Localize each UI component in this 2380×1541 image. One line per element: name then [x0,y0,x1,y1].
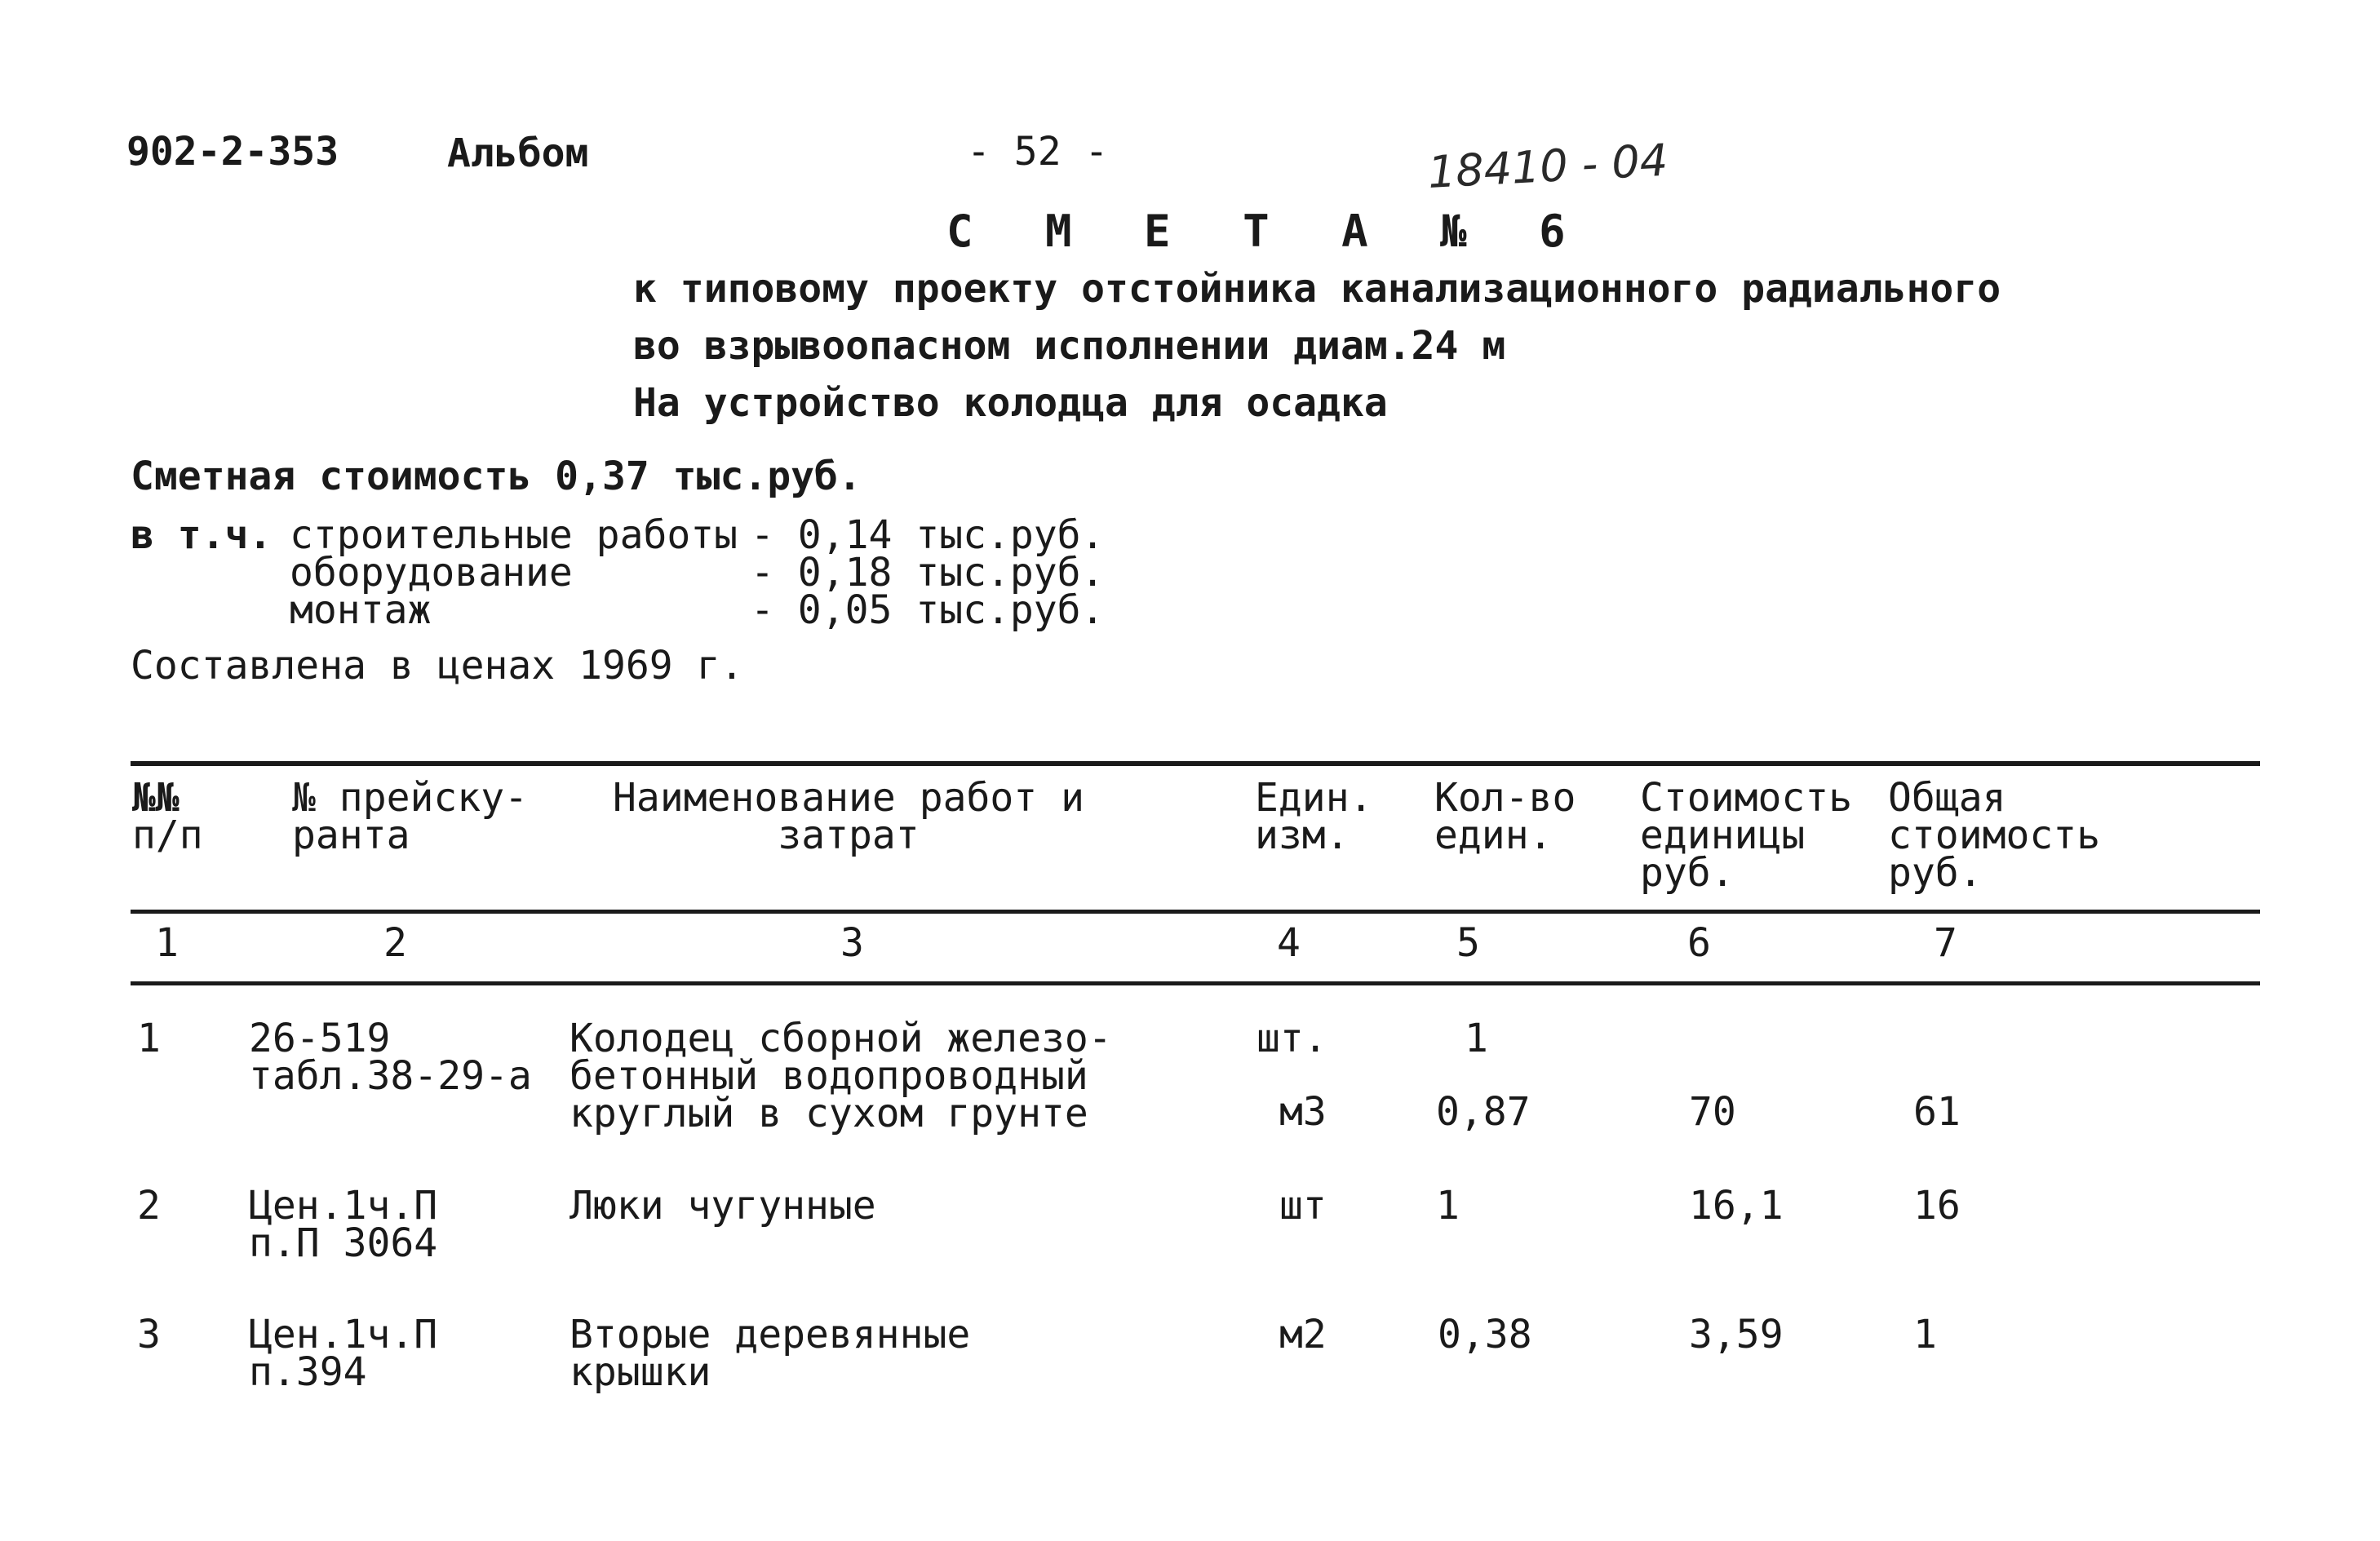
title-line-2: во взрывоопасном исполнении диам.24 м [633,323,1506,369]
header-unit-cost-2: единицы [1640,813,1806,858]
header-name-2: затрат [778,813,920,858]
row-name: Колодец сборной железо- [570,1016,1112,1061]
row-num: 2 [137,1183,161,1229]
prices-note: Составлена в ценах 1969 г. [131,643,744,689]
header-name-1: Наименование работ и [613,775,1084,821]
row-name: крышки [570,1349,711,1395]
header-unit-cost-3: руб. [1640,850,1735,896]
row-qty: 1 [1465,1016,1488,1061]
table-top-rule [131,761,2260,766]
header-total-cost-1: Общая [1888,775,2006,821]
total-cost: Сметная стоимость 0,37 тыс.руб. [131,454,862,499]
title-line-3: На устройство колодца для осадка [633,380,1388,426]
table-numbers-rule [131,981,2260,985]
column-number: 1 [155,920,179,966]
row-price-ref: п.П 3064 [249,1220,438,1266]
header-total-cost-3: руб. [1888,850,1983,896]
row-unit-cost: 3,59 [1689,1312,1784,1357]
row-unit: м3 [1279,1089,1327,1135]
column-number: 3 [840,920,864,966]
row-num: 1 [137,1016,161,1061]
including-label: в т.ч. [131,512,273,558]
album-label: Альбом [447,131,589,176]
row-qty: 0,87 [1436,1089,1531,1135]
row-qty: 1 [1436,1183,1460,1229]
summary-item-value: - 0,14 тыс.руб. [751,512,1105,558]
page-title: С М Е Т А № 6 [946,206,1589,257]
row-name: Люки чугунные [570,1183,876,1229]
row-unit: шт. [1256,1016,1327,1061]
row-name: круглый в сухом грунте [570,1091,1088,1136]
table-header-rule [131,910,2260,914]
row-unit-cost: 70 [1689,1089,1736,1135]
header-unit-2: изм. [1255,813,1350,858]
column-number: 7 [1934,920,1957,966]
summary-item-label: строительные работы [290,512,738,558]
header-unit-1: Един. [1255,775,1373,821]
summary-item-label: монтаж [290,587,432,633]
row-num: 3 [137,1312,161,1357]
row-unit: шт [1279,1183,1327,1229]
header-price-ref-2: ранта [292,813,410,858]
row-qty: 0,38 [1438,1312,1532,1357]
header-qty-2: един. [1434,813,1553,858]
row-name: Вторые деревянные [570,1312,971,1357]
row-total-cost: 61 [1913,1089,1961,1135]
page-number: - 52 - [967,129,1109,175]
row-total-cost: 1 [1913,1312,1937,1357]
column-number: 6 [1687,920,1711,966]
document-code: 902-2-353 [126,129,339,175]
summary-item-value: - 0,18 тыс.руб. [751,550,1105,596]
header-price-ref-1: № прейску- [292,775,528,821]
title-line-1: к типовому проекту отстойника канализационного радиального [633,266,2001,312]
header-qty-1: Кол-во [1434,775,1576,821]
row-total-cost: 16 [1913,1183,1961,1229]
row-price-ref: Цен.1ч.П [249,1312,438,1357]
handwritten-number: 18410 - 04 [1426,134,1669,198]
column-number: 4 [1277,920,1301,966]
header-num-2: п/п [132,813,203,858]
summary-item-label: оборудование [290,550,573,596]
row-name: бетонный водопроводный [570,1053,1088,1099]
row-unit: м2 [1279,1312,1327,1357]
column-number: 5 [1456,920,1480,966]
summary-item-value: - 0,05 тыс.руб. [751,587,1105,633]
column-number: 2 [383,920,407,966]
row-price-ref: п.394 [249,1349,367,1395]
header-num-1: №№ [132,775,179,821]
header-total-cost-2: стоимость [1888,813,2101,858]
header-unit-cost-1: Стоимость [1640,775,1853,821]
row-unit-cost: 16,1 [1689,1183,1784,1229]
row-price-ref: 26-519 [249,1016,391,1061]
row-price-ref: табл.38-29-а [249,1053,532,1099]
row-price-ref: Цен.1ч.П [249,1183,438,1229]
